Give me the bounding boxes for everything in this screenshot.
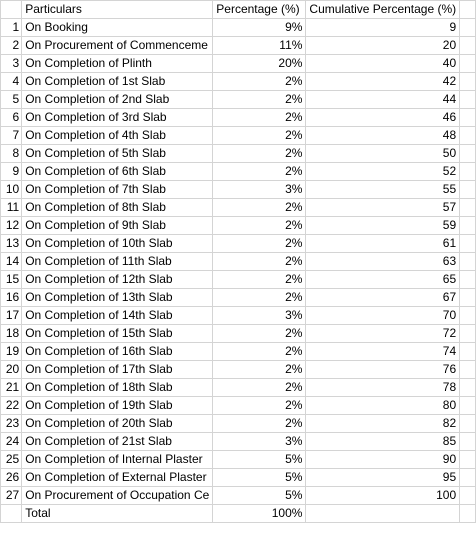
cell-percentage[interactable]: 5% [213,469,306,487]
cell[interactable] [460,19,476,37]
cell[interactable] [460,1,476,19]
total-row [1,505,476,523]
cell[interactable] [460,433,476,451]
row-index[interactable]: 9 [1,163,22,181]
cell-percentage[interactable]: 2% [213,235,306,253]
cell[interactable] [460,181,476,199]
cell-cumulative[interactable]: 90 [306,451,460,469]
cell-cumulative[interactable]: 76 [306,361,460,379]
row-index[interactable]: 23 [1,415,22,433]
cell-cumulative[interactable]: 44 [306,91,460,109]
cell-cumulative[interactable]: 78 [306,379,460,397]
cell-particulars[interactable]: On Procurement of Occupation Ce [22,487,213,505]
cell-cumulative[interactable]: 48 [306,127,460,145]
table-row [1,361,476,379]
cell-percentage[interactable]: 2% [213,325,306,343]
cell[interactable] [1,505,22,523]
cell[interactable] [460,379,476,397]
cell-percentage[interactable]: 2% [213,217,306,235]
cell-percentage[interactable]: 5% [213,487,306,505]
row-index[interactable]: 19 [1,343,22,361]
cell[interactable] [460,217,476,235]
table-row [1,145,476,163]
cell[interactable] [460,127,476,145]
table-row [1,307,476,325]
row-index[interactable]: 27 [1,487,22,505]
cell-percentage[interactable]: 2% [213,397,306,415]
cell[interactable] [460,235,476,253]
cell-cumulative[interactable]: 59 [306,217,460,235]
cell-particulars[interactable]: On Completion of 6th Slab [22,163,213,181]
row-index[interactable]: 13 [1,235,22,253]
cell[interactable] [460,145,476,163]
cell-percentage[interactable]: 2% [213,145,306,163]
cell-percentage[interactable]: 2% [213,91,306,109]
cell[interactable] [460,199,476,217]
cell[interactable] [1,1,22,19]
table-row [1,37,476,55]
table-row [1,397,476,415]
cell-cumulative[interactable]: 9 [306,19,460,37]
row-index[interactable]: 16 [1,289,22,307]
row-index[interactable]: 21 [1,379,22,397]
cell-percentage[interactable]: 2% [213,289,306,307]
row-index[interactable]: 26 [1,469,22,487]
cell[interactable] [460,487,476,505]
cell-particulars[interactable]: On Completion of 3rd Slab [22,109,213,127]
table-row [1,19,476,37]
cell-cumulative[interactable]: 80 [306,397,460,415]
cell[interactable] [460,253,476,271]
cell-percentage[interactable]: 3% [213,307,306,325]
cell-particulars[interactable]: On Completion of 14th Slab [22,307,213,325]
row-index[interactable]: 11 [1,199,22,217]
cell-percentage[interactable]: 2% [213,271,306,289]
row-index[interactable]: 20 [1,361,22,379]
header-particulars[interactable]: Particulars [22,1,213,19]
row-index[interactable]: 12 [1,217,22,235]
header-percentage[interactable]: Percentage (%) [213,1,306,19]
row-index[interactable]: 18 [1,325,22,343]
cell[interactable] [460,307,476,325]
cell-percentage[interactable]: 2% [213,127,306,145]
cell-cumulative[interactable]: 67 [306,289,460,307]
table-row [1,451,476,469]
cell-percentage[interactable]: 3% [213,433,306,451]
cell[interactable] [460,469,476,487]
table-row [1,73,476,91]
total-label[interactable]: Total [22,505,213,523]
table-row [1,433,476,451]
cell-particulars[interactable]: On Completion of 10th Slab [22,235,213,253]
row-index[interactable]: 4 [1,73,22,91]
cell-cumulative[interactable]: 61 [306,235,460,253]
cell-particulars[interactable]: On Completion of 15th Slab [22,325,213,343]
row-index[interactable]: 10 [1,181,22,199]
cell-percentage[interactable]: 2% [213,361,306,379]
row-index[interactable]: 2 [1,37,22,55]
cell-cumulative[interactable]: 65 [306,271,460,289]
cell-cumulative[interactable]: 70 [306,307,460,325]
cell-cumulative[interactable]: 74 [306,343,460,361]
cell-cumulative[interactable]: 42 [306,73,460,91]
cell-particulars[interactable]: On Completion of 18th Slab [22,379,213,397]
table-row [1,415,476,433]
cell-particulars[interactable]: On Completion of 21st Slab [22,433,213,451]
cell-cumulative[interactable]: 82 [306,415,460,433]
table-row [1,325,476,343]
cell-cumulative[interactable]: 50 [306,145,460,163]
cell-particulars[interactable]: On Completion of 13th Slab [22,289,213,307]
table-row [1,55,476,73]
cell-percentage[interactable]: 2% [213,379,306,397]
row-index[interactable]: 5 [1,91,22,109]
cell[interactable] [460,397,476,415]
cell-percentage[interactable]: 11% [213,37,306,55]
cell-percentage[interactable]: 2% [213,253,306,271]
table-row [1,127,476,145]
table-row [1,289,476,307]
cell[interactable] [460,325,476,343]
row-index[interactable]: 6 [1,109,22,127]
table-row [1,181,476,199]
cell-particulars[interactable]: On Completion of 9th Slab [22,217,213,235]
cell-cumulative[interactable]: 72 [306,325,460,343]
cell-cumulative[interactable]: 95 [306,469,460,487]
cell[interactable] [460,343,476,361]
total-percentage[interactable]: 100% [213,505,306,523]
cell-cumulative[interactable]: 85 [306,433,460,451]
cell[interactable] [460,37,476,55]
cell[interactable] [460,73,476,91]
cell[interactable] [460,109,476,127]
table-row [1,199,476,217]
table-row [1,163,476,181]
table-row [1,469,476,487]
cell-cumulative[interactable]: 40 [306,55,460,73]
cell-particulars[interactable]: On Completion of Plinth [22,55,213,73]
cell-particulars[interactable]: On Completion of 4th Slab [22,127,213,145]
cell-particulars[interactable]: On Completion of 7th Slab [22,181,213,199]
table-row [1,91,476,109]
cell-percentage[interactable]: 2% [213,73,306,91]
grid-body [1,1,476,523]
cell-cumulative[interactable]: 20 [306,37,460,55]
header-cumulative[interactable]: Cumulative Percentage (%) [306,1,460,19]
cell-cumulative[interactable]: 57 [306,199,460,217]
table-row [1,271,476,289]
header-row [1,1,476,19]
cell-particulars[interactable]: On Completion of 11th Slab [22,253,213,271]
row-index[interactable]: 1 [1,19,22,37]
cell[interactable] [460,163,476,181]
cell-cumulative[interactable]: 55 [306,181,460,199]
cell-particulars[interactable]: On Completion of 16th Slab [22,343,213,361]
cell-percentage[interactable]: 3% [213,181,306,199]
cell-percentage[interactable]: 2% [213,199,306,217]
cell-particulars[interactable]: On Completion of Internal Plaster [22,451,213,469]
cell[interactable] [306,505,460,523]
cell-percentage[interactable]: 2% [213,415,306,433]
cell-particulars[interactable]: On Completion of 1st Slab [22,73,213,91]
cell[interactable] [460,451,476,469]
cell-particulars[interactable]: On Completion of 2nd Slab [22,91,213,109]
table-row [1,487,476,505]
cell[interactable] [460,505,476,523]
row-index[interactable]: 25 [1,451,22,469]
cell-particulars[interactable]: On Completion of 17th Slab [22,361,213,379]
table-row [1,379,476,397]
table-row [1,253,476,271]
cell-percentage[interactable]: 2% [213,163,306,181]
cell[interactable] [460,289,476,307]
cell-cumulative[interactable]: 52 [306,163,460,181]
cell[interactable] [460,361,476,379]
cell[interactable] [460,271,476,289]
cell-percentage[interactable]: 2% [213,109,306,127]
cell-particulars[interactable]: On Completion of 12th Slab [22,271,213,289]
row-index[interactable]: 22 [1,397,22,415]
cell-cumulative[interactable]: 63 [306,253,460,271]
cell-percentage[interactable]: 5% [213,451,306,469]
cell-particulars[interactable]: On Booking [22,19,213,37]
row-index[interactable]: 14 [1,253,22,271]
cell-particulars[interactable]: On Procurement of Commenceme [22,37,213,55]
cell-particulars[interactable]: On Completion of External Plaster [22,469,213,487]
cell-particulars[interactable]: On Completion of 8th Slab [22,199,213,217]
cell[interactable] [460,55,476,73]
cell[interactable] [460,91,476,109]
table-row [1,217,476,235]
cell-percentage[interactable]: 20% [213,55,306,73]
row-index[interactable]: 7 [1,127,22,145]
cell-cumulative[interactable]: 100 [306,487,460,505]
row-index[interactable]: 15 [1,271,22,289]
cell-particulars[interactable]: On Completion of 5th Slab [22,145,213,163]
cell-percentage[interactable]: 2% [213,343,306,361]
row-index[interactable]: 3 [1,55,22,73]
table-row [1,109,476,127]
table-row [1,235,476,253]
table-row [1,343,476,361]
cell-particulars[interactable]: On Completion of 19th Slab [22,397,213,415]
row-index[interactable]: 17 [1,307,22,325]
row-index[interactable]: 8 [1,145,22,163]
cell[interactable] [460,415,476,433]
cell-particulars[interactable]: On Completion of 20th Slab [22,415,213,433]
cell-percentage[interactable]: 9% [213,19,306,37]
row-index[interactable]: 24 [1,433,22,451]
cell-cumulative[interactable]: 46 [306,109,460,127]
